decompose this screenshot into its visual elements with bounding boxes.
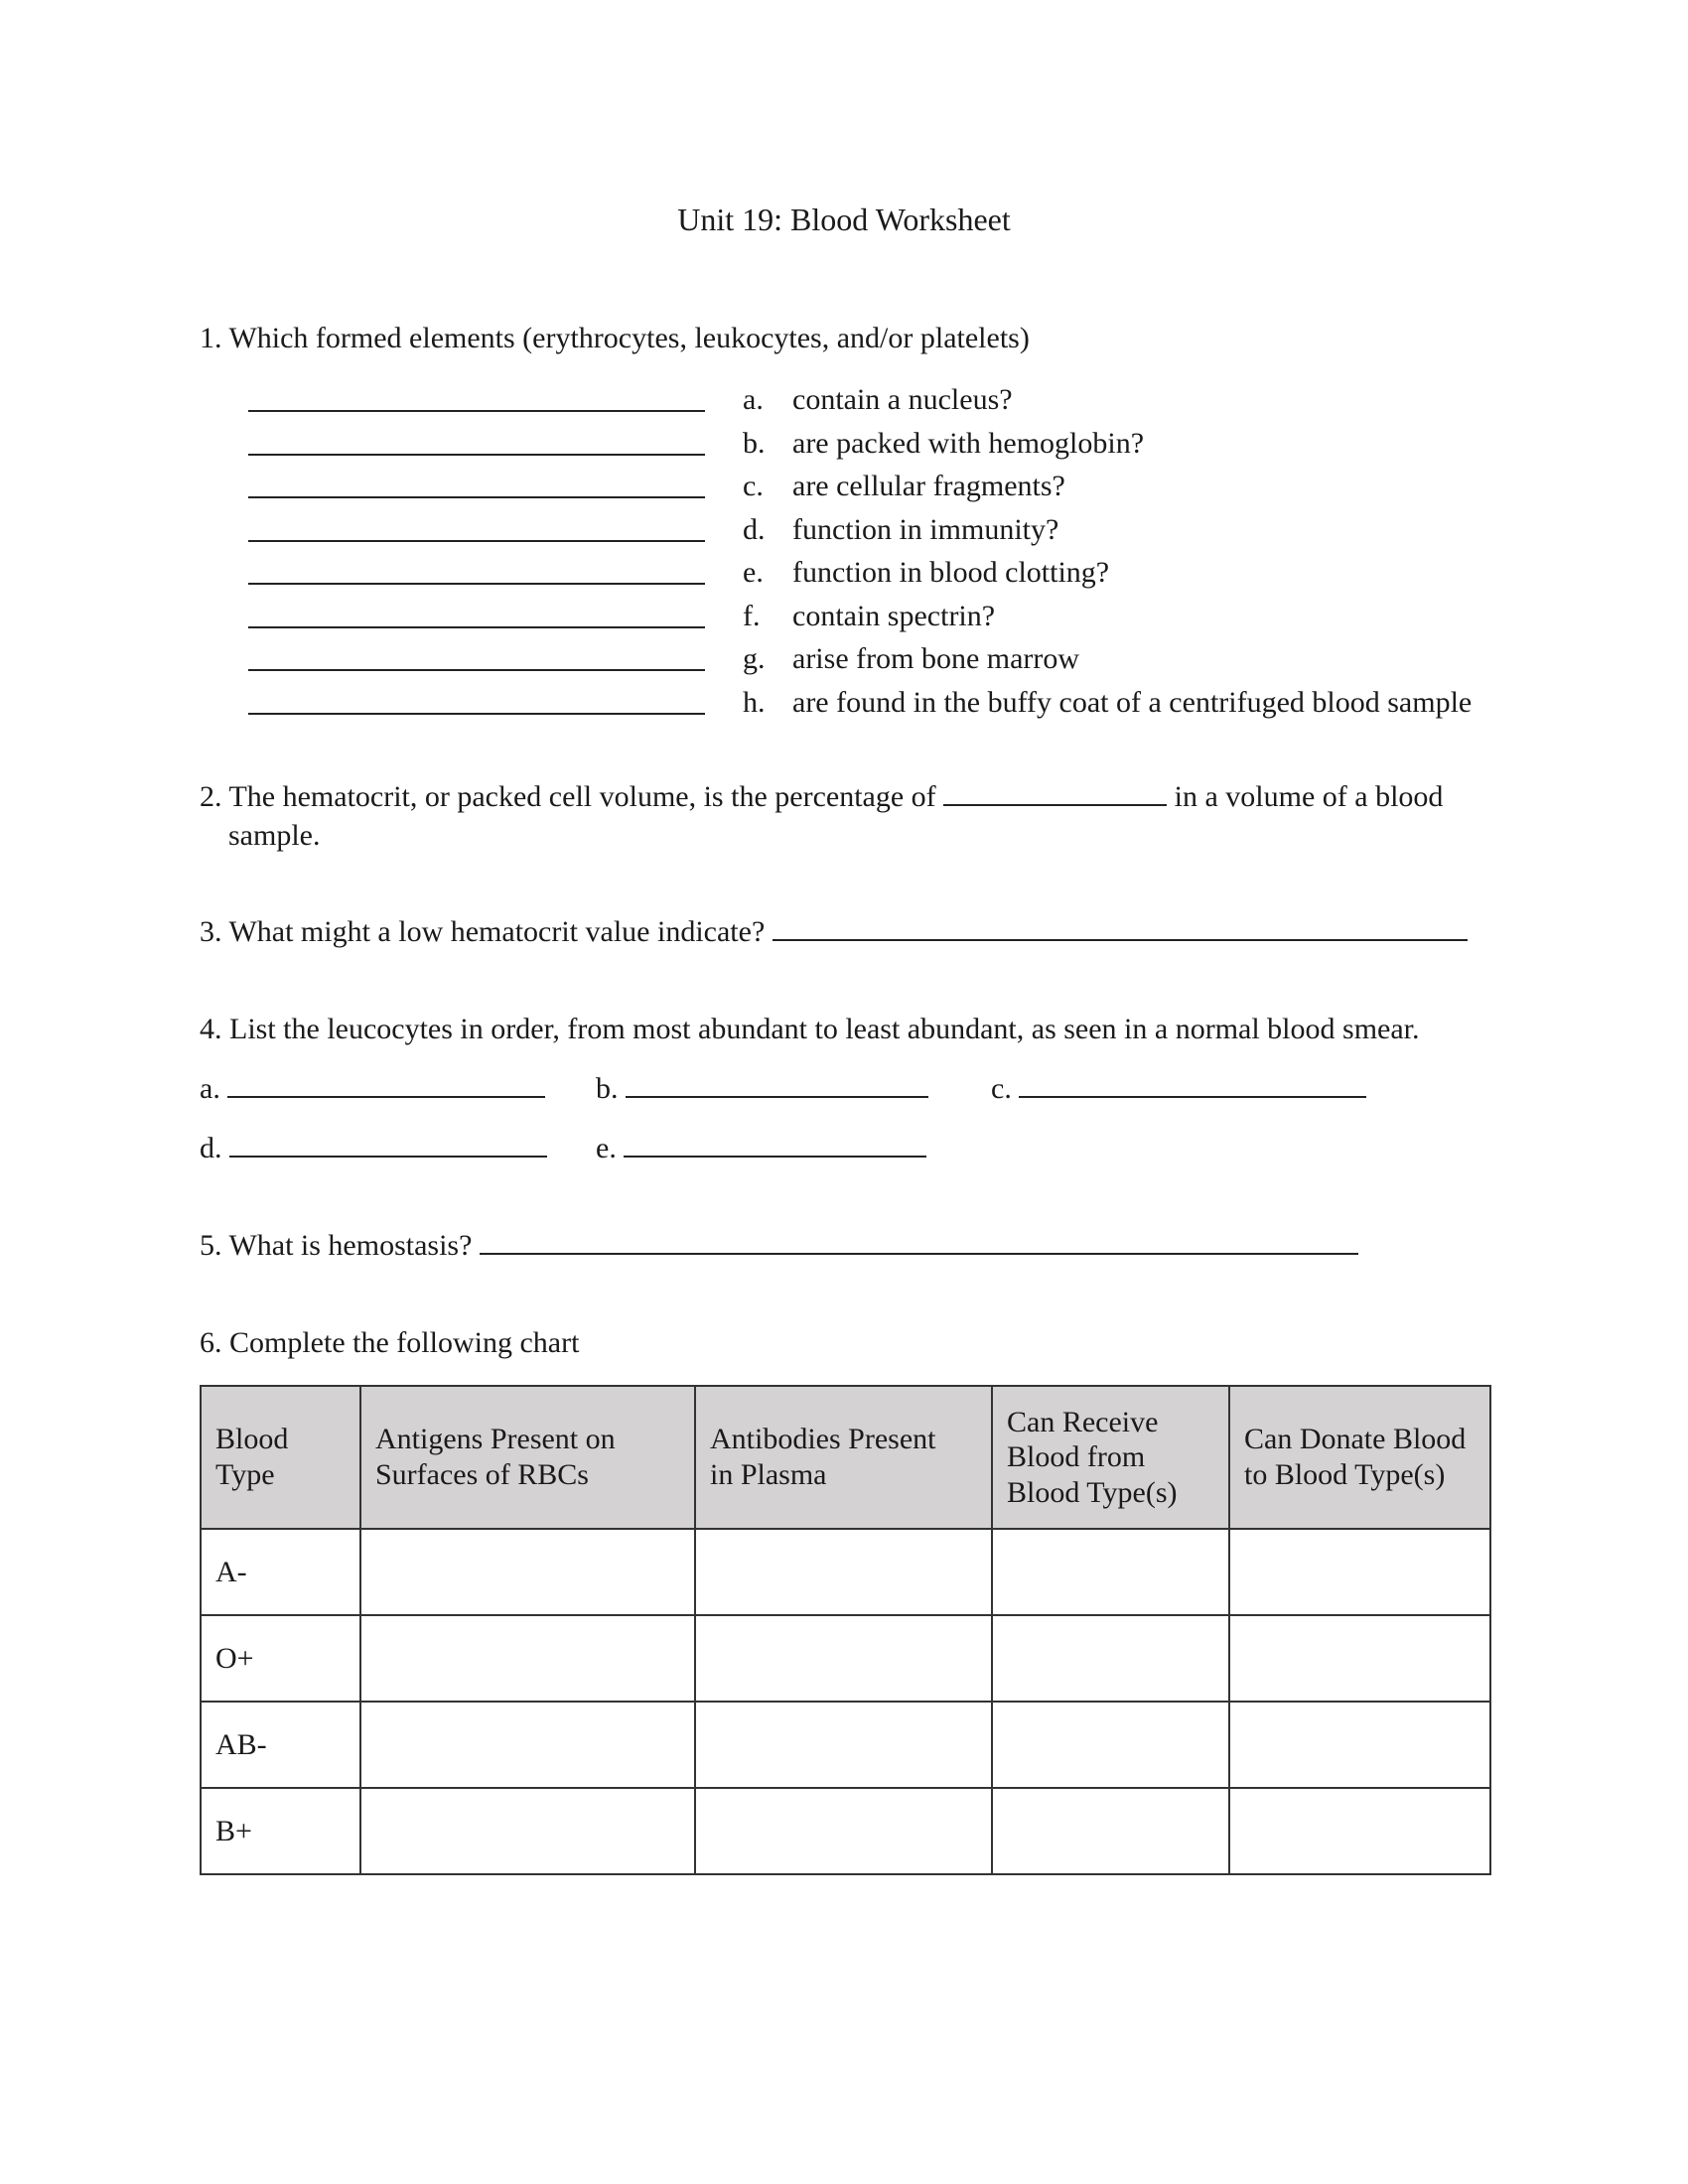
chart-header-row xyxy=(201,1386,1490,1529)
answer-blank[interactable] xyxy=(248,496,705,498)
q1-item-text: are found in the buffy coat of a centrifuged blood sample xyxy=(792,686,1473,719)
q1-item-text: function in immunity? xyxy=(792,513,1059,546)
q1-item-text: are cellular fragments? xyxy=(792,470,1065,502)
answer-blank[interactable] xyxy=(626,1095,928,1098)
answer-cell[interactable] xyxy=(1229,1529,1490,1615)
q2-line2: sample. xyxy=(228,819,321,852)
q4-answer-b xyxy=(596,1074,928,1104)
answer-blank[interactable] xyxy=(1019,1095,1366,1098)
answer-cell[interactable] xyxy=(695,1702,992,1788)
answer-blank[interactable] xyxy=(229,1155,547,1158)
q2-text-after: in a volume of a blood xyxy=(1174,780,1444,813)
answer-blank[interactable] xyxy=(480,1252,1358,1255)
answer-cell[interactable] xyxy=(1229,1702,1490,1788)
q4-answer-e xyxy=(596,1134,926,1163)
q1-item-text: contain spectrin? xyxy=(792,600,996,632)
q2-line1 xyxy=(200,782,1443,812)
q1-item-letter: f. xyxy=(743,600,761,632)
q1-prompt: 1. Which formed elements (erythrocytes, leukocytes, and/or platelets) xyxy=(200,322,1030,354)
answer-blank[interactable] xyxy=(248,713,705,715)
blood-type-cell: B+ xyxy=(201,1788,360,1874)
header-blood-type: Blood Type xyxy=(201,1386,360,1529)
q4-label: b. xyxy=(596,1072,619,1105)
q4-prompt: 4. List the leucocytes in order, from most abundant to least abundant, as seen in a normal blood smear. xyxy=(200,1013,1420,1045)
header-can-receive: Can Receive Blood from Blood Type(s) xyxy=(992,1386,1229,1529)
q4-label: c. xyxy=(991,1072,1012,1105)
answer-cell[interactable] xyxy=(360,1788,695,1874)
q6-prompt: 6. Complete the following chart xyxy=(200,1326,580,1359)
q1-item-text: function in blood clotting? xyxy=(792,556,1110,589)
q4-label: d. xyxy=(200,1132,222,1164)
q1-item-letter: a. xyxy=(743,383,764,416)
blood-type-cell: AB- xyxy=(201,1702,360,1788)
table-row xyxy=(201,1529,1490,1615)
answer-blank[interactable] xyxy=(248,454,705,456)
q5 xyxy=(200,1231,1358,1261)
q1-item-text: contain a nucleus? xyxy=(792,383,1013,416)
header-antibodies: Antibodies Present in Plasma xyxy=(695,1386,992,1529)
answer-cell[interactable] xyxy=(360,1615,695,1702)
answer-blank[interactable] xyxy=(773,938,1468,941)
answer-blank[interactable] xyxy=(248,540,705,542)
answer-cell[interactable] xyxy=(992,1529,1229,1615)
q4-label: e. xyxy=(596,1132,617,1164)
q1-item-letter: h. xyxy=(743,686,766,719)
table-row xyxy=(201,1702,1490,1788)
q4-answer-c xyxy=(991,1074,1366,1104)
answer-cell[interactable] xyxy=(1229,1788,1490,1874)
answer-blank[interactable] xyxy=(248,410,705,412)
q4-answer-d xyxy=(200,1134,547,1163)
blood-type-chart xyxy=(200,1385,1491,1875)
blood-type-cell: O+ xyxy=(201,1615,360,1702)
answer-cell[interactable] xyxy=(992,1615,1229,1702)
answer-cell[interactable] xyxy=(695,1788,992,1874)
page-title: Unit 19: Blood Worksheet xyxy=(677,202,1011,237)
q2-text-before: 2. The hematocrit, or packed cell volume, is the percentage of xyxy=(200,780,936,813)
answer-cell[interactable] xyxy=(360,1529,695,1615)
q4-label: a. xyxy=(200,1072,220,1105)
q5-prompt: 5. What is hemostasis? xyxy=(200,1229,473,1262)
q1-item-letter: e. xyxy=(743,556,764,589)
header-antigens: Antigens Present on Surfaces of RBCs xyxy=(360,1386,695,1529)
answer-blank[interactable] xyxy=(248,583,705,585)
q4-answer-a xyxy=(200,1074,545,1104)
answer-blank[interactable] xyxy=(227,1095,545,1098)
answer-cell[interactable] xyxy=(992,1702,1229,1788)
q1-item-letter: g. xyxy=(743,642,766,675)
blood-type-cell: A- xyxy=(201,1529,360,1615)
q3-prompt: 3. What might a low hematocrit value indicate? xyxy=(200,915,766,948)
q1-item-text: arise from bone marrow xyxy=(792,642,1080,675)
header-can-donate: Can Donate Blood to Blood Type(s) xyxy=(1229,1386,1490,1529)
q1-item-letter: c. xyxy=(743,470,764,502)
q1-item-letter: b. xyxy=(743,427,766,460)
answer-cell[interactable] xyxy=(695,1615,992,1702)
q1-item-text: are packed with hemoglobin? xyxy=(792,427,1145,460)
answer-cell[interactable] xyxy=(360,1702,695,1788)
answer-blank[interactable] xyxy=(624,1155,926,1158)
answer-cell[interactable] xyxy=(992,1788,1229,1874)
q1-item-letter: d. xyxy=(743,513,766,546)
table-row xyxy=(201,1788,1490,1874)
answer-blank[interactable] xyxy=(248,626,705,628)
answer-blank[interactable] xyxy=(943,803,1167,806)
answer-blank[interactable] xyxy=(248,669,705,671)
answer-cell[interactable] xyxy=(695,1529,992,1615)
answer-cell[interactable] xyxy=(1229,1615,1490,1702)
q3 xyxy=(200,917,1468,947)
table-row xyxy=(201,1615,1490,1702)
